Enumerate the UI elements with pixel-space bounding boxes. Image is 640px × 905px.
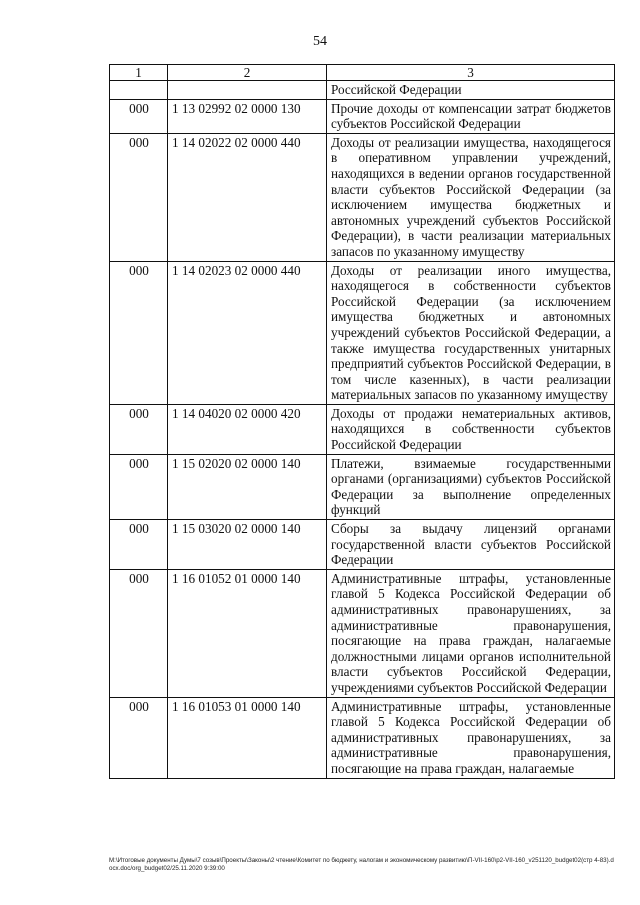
page-number: 54	[313, 34, 327, 49]
budget-classification-code: 1 14 02022 02 0000 440	[168, 133, 327, 261]
revenue-description: Прочие доходы от компенсации затрат бюджетов субъектов Российской Федерации	[327, 99, 615, 133]
table-row	[110, 697, 615, 778]
table-header-row	[110, 65, 615, 81]
table-row	[110, 133, 615, 261]
admin-code: 000	[110, 261, 168, 404]
continuation-text: Российской Федерации	[327, 81, 615, 100]
revenue-description: Административные штрафы, установленные главой 5 Кодекса Российской Федерации об административных правонарушениях, за административные правонарушения, посягающие на права граждан, налагаемые должностными лицами органов исполнительной власти субъектов Российской Федерации, учреждениями субъектов Российской Федерации	[327, 569, 615, 697]
admin-code: 000	[110, 569, 168, 697]
admin-code: 000	[110, 697, 168, 778]
revenue-description: Доходы от реализации иного имущества, находящегося в собственности субъектов Российской Федерации (за исключением имущества бюджетных и автономных учреждений субъектов Российской Федерации, а также имущества государственных унитарных предприятий субъектов Российской Федерации, в том числе казенных), в части реализации материальных запасов по указанному имуществу	[327, 261, 615, 404]
revenue-description: Платежи, взимаемые государственными органами (организациями) субъектов Российской Федерации за выполнение определенных функций	[327, 454, 615, 519]
budget-classification-code: 1 16 01053 01 0000 140	[168, 697, 327, 778]
table-row	[110, 99, 615, 133]
budget-revenue-table	[109, 64, 615, 779]
admin-code: 000	[110, 99, 168, 133]
budget-classification-code: 1 16 01052 01 0000 140	[168, 569, 327, 697]
table-row	[110, 261, 615, 404]
revenue-description: Доходы от продажи нематериальных активов, находящихся в собственности субъектов Российской Федерации	[327, 404, 615, 454]
budget-classification-code: 1 14 02023 02 0000 440	[168, 261, 327, 404]
continuation-row	[110, 81, 615, 100]
table-row	[110, 520, 615, 570]
revenue-description: Административные штрафы, установленные главой 5 Кодекса Российской Федерации об административных правонарушениях, за административные правонарушения, посягающие на права граждан, налагаемые	[327, 697, 615, 778]
budget-classification-code: 1 15 03020 02 0000 140	[168, 520, 327, 570]
column-header-2: 2	[168, 65, 327, 81]
admin-code: 000	[110, 404, 168, 454]
admin-code: 000	[110, 133, 168, 261]
table-row	[110, 569, 615, 697]
file-path-footer: M:\Итоговые документы Думы\7 созыв\Проекты\Законы\2 чтение\Комитет по бюджету, налогам и экономическому развитию\П-VII-160\р2-VII-160_v251120_budget02(стр 4-83).docx.doc/org_budget02/25.11.2020 9:39:00	[109, 857, 614, 872]
budget-classification-code: 1 13 02992 02 0000 130	[168, 99, 327, 133]
column-header-3: 3	[327, 65, 615, 81]
admin-code: 000	[110, 454, 168, 519]
table-row	[110, 454, 615, 519]
budget-classification-code: 1 14 04020 02 0000 420	[168, 404, 327, 454]
table-row	[110, 404, 615, 454]
revenue-description: Доходы от реализации имущества, находящегося в оперативном управлении учреждений, находящихся в ведении органов государственной власти субъектов Российской Федерации (за исключением имущества бюджетных и автономных учреждений субъектов Российской Федерации), в части реализации материальных запасов по указанному имуществу	[327, 133, 615, 261]
column-header-1: 1	[110, 65, 168, 81]
revenue-description: Сборы за выдачу лицензий органами государственной власти субъектов Российской Федерации	[327, 520, 615, 570]
budget-classification-code: 1 15 02020 02 0000 140	[168, 454, 327, 519]
admin-code: 000	[110, 520, 168, 570]
